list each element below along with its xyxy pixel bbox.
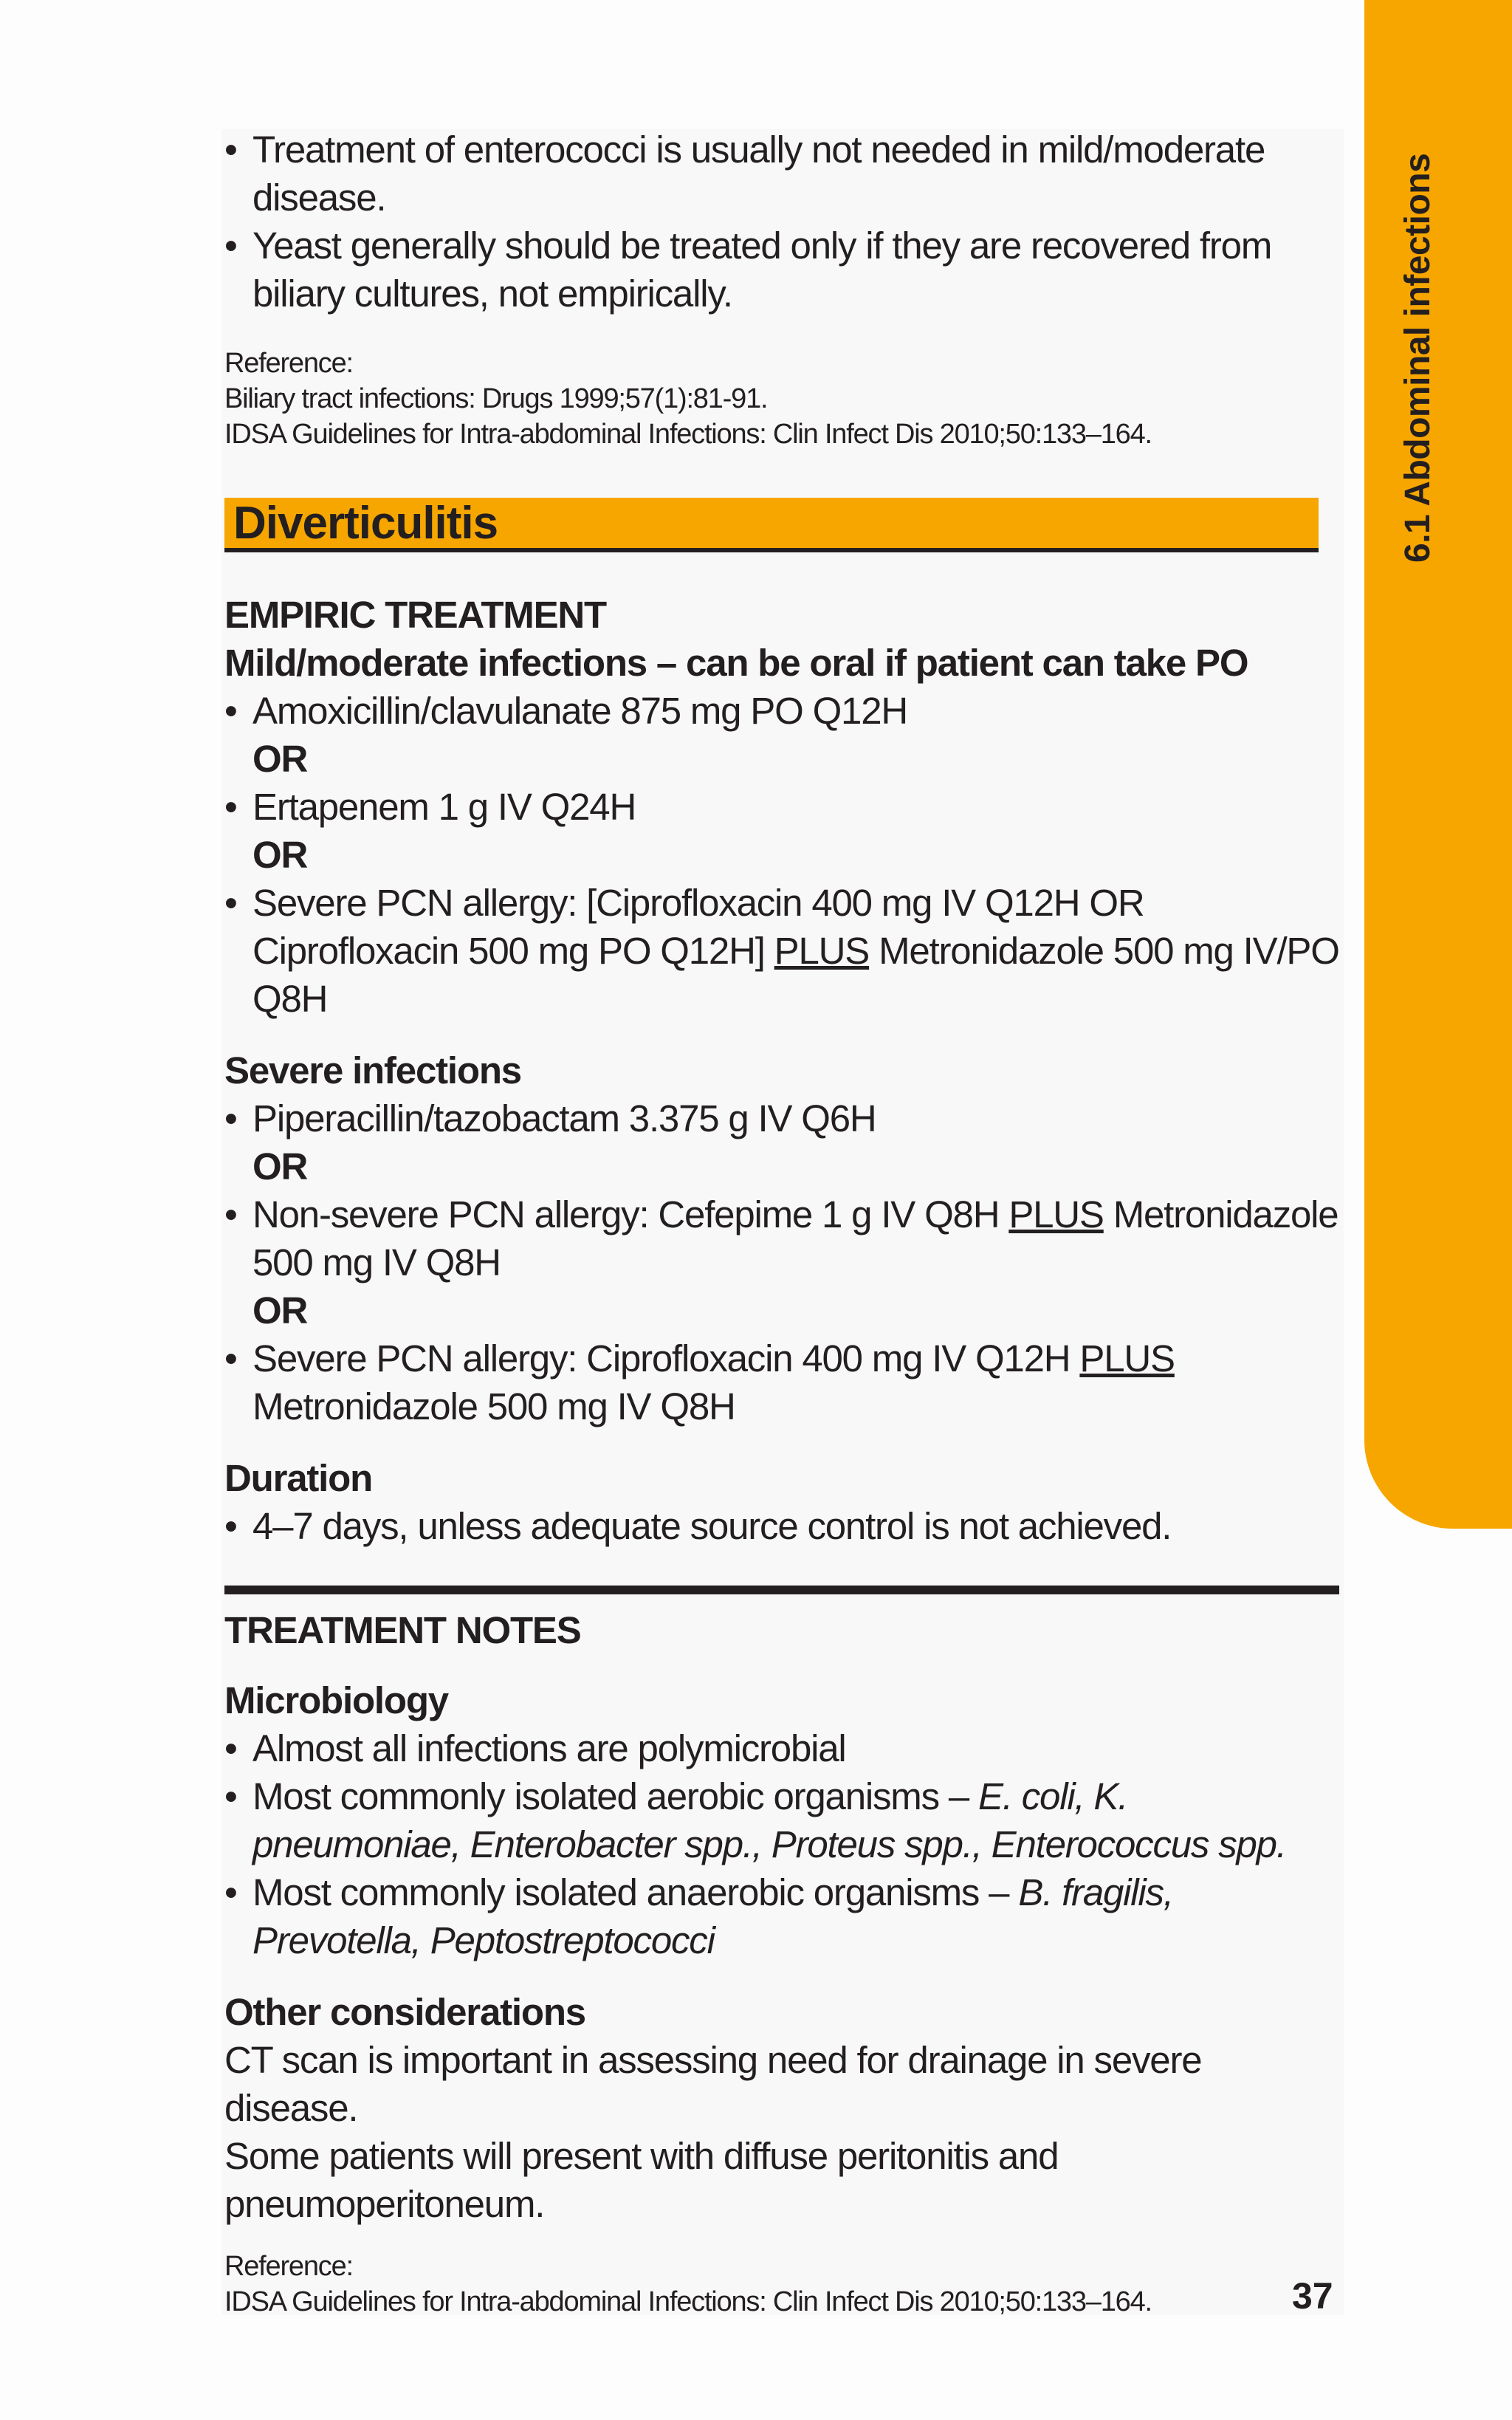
other-considerations-text: CT scan is important in assessing need for drainage in severe disease. <box>224 2039 1202 2129</box>
mild-heading: Mild/moderate infections – can be oral if patient can take PO <box>224 642 1248 684</box>
reference-label: Reference: <box>224 348 353 379</box>
microbiology-text: Most commonly isolated anaerobic organisms – <box>252 1871 1019 1913</box>
organism-list: E. coli, K. pneumoniae, Enterobacter spp., Proteus spp., Enterococcus spp. <box>252 1775 1286 1865</box>
page-content <box>224 126 1339 2320</box>
microbiology-item <box>224 1868 1339 1964</box>
treatment-text: Metronidazole 500 mg IV Q8H <box>252 1193 1339 1283</box>
or-label: OR <box>252 1145 308 1187</box>
duration-heading: Duration <box>224 1457 373 1499</box>
intro-bullet: • Treatment of enterococci is usually not needed in mild/moderate disease. <box>224 126 1339 222</box>
treatment-text: Metronidazole 500 mg IV Q8H <box>252 1385 735 1427</box>
section-divider <box>224 1586 1339 1594</box>
or-label: OR <box>252 1289 308 1331</box>
reference-item: Biliary tract infections: Drugs 1999;57(1):81-91. <box>224 383 768 414</box>
treatment-item <box>224 1190 1339 1286</box>
treatment-item: • Ertapenem 1 g IV Q24H <box>224 783 1339 831</box>
empiric-heading: EMPIRIC TREATMENT <box>224 594 606 636</box>
treatment-notes-heading: TREATMENT NOTES <box>224 1609 581 1651</box>
intro-bullet: • Yeast generally should be treated only if they are recovered from biliary cultures, not empirically. <box>224 222 1339 318</box>
treatment-item <box>224 1334 1339 1430</box>
microbiology-text: Most commonly isolated aerobic organisms – <box>252 1775 978 1817</box>
chapter-tab-label: 6.1 Abdominal infections <box>1398 153 1437 563</box>
treatment-item: • Amoxicillin/clavulanate 875 mg PO Q12H <box>224 687 1339 735</box>
plus-label: PLUS <box>1079 1337 1175 1379</box>
or-label: OR <box>252 738 308 780</box>
treatment-text: Severe PCN allergy: Ciprofloxacin 400 mg IV Q12H <box>252 1337 1080 1379</box>
reference-item: IDSA Guidelines for Intra-abdominal Infections: Clin Infect Dis 2010;50:133–164. <box>224 419 1152 450</box>
duration-item: • 4–7 days, unless adequate source control is not achieved. <box>224 1502 1339 1550</box>
microbiology-item: • Almost all infections are polymicrobial <box>224 1724 1339 1772</box>
section-title: Diverticulitis <box>224 498 1319 552</box>
reference-label: Reference: <box>224 2251 353 2282</box>
treatment-item: • Piperacillin/tazobactam 3.375 g IV Q6H <box>224 1094 1339 1142</box>
microbiology-item <box>224 1772 1339 1868</box>
treatment-text: Non-severe PCN allergy: Cefepime 1 g IV Q8H <box>252 1193 1009 1235</box>
treatment-item <box>224 879 1339 1023</box>
organism-list: B. fragilis, Prevotella, Peptostreptococci <box>252 1871 1173 1961</box>
treatment-text: Severe PCN allergy: [Ciprofloxacin 400 mg IV Q12H OR Ciprofloxacin 500 mg PO Q12H] <box>252 882 1144 972</box>
or-label: OR <box>252 834 308 876</box>
plus-label: PLUS <box>774 930 870 972</box>
chapter-tab <box>1364 0 1512 1529</box>
reference-item: IDSA Guidelines for Intra-abdominal Infections: Clin Infect Dis 2010;50:133–164. <box>224 2286 1152 2317</box>
microbiology-heading: Microbiology <box>224 1679 448 1721</box>
other-considerations-heading: Other considerations <box>224 1991 585 2033</box>
treatment-text: Metronidazole 500 mg IV/PO Q8H <box>252 930 1339 1020</box>
page-number: 37 <box>1292 2275 1333 2317</box>
plus-label: PLUS <box>1008 1193 1104 1235</box>
severe-heading: Severe infections <box>224 1049 521 1091</box>
other-considerations-text: Some patients will present with diffuse peritonitis and pneumoperitoneum. <box>224 2135 1059 2225</box>
